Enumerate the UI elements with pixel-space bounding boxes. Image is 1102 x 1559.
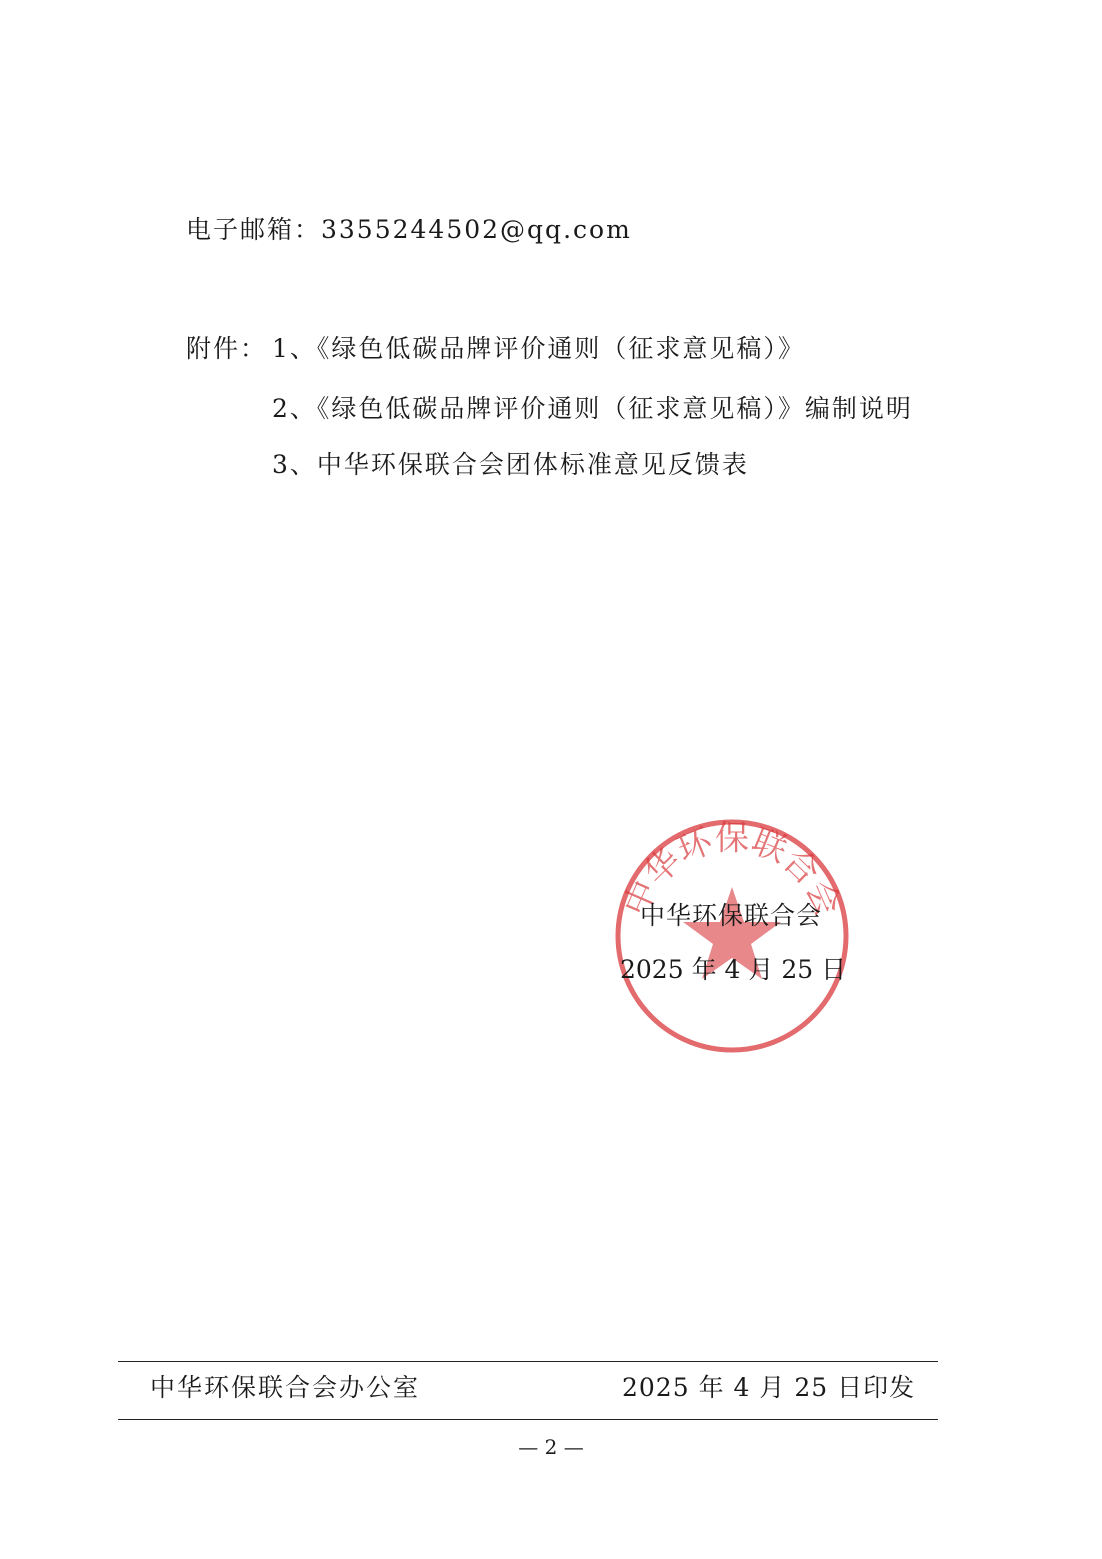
- attachments-label: 附件：: [186, 334, 268, 363]
- footer-bottom-rule: [118, 1419, 938, 1420]
- contact-email: 电子邮箱：3355244502@qq.com: [186, 215, 632, 244]
- signature-organization: 中华环保联合会: [640, 901, 823, 930]
- attachment-item-1: 1、《绿色低碳品牌评价通则（征求意见稿）》: [272, 334, 805, 363]
- page-number: — 2 —: [518, 1435, 584, 1459]
- attachment-item-3: 3、中华环保联合会团体标准意见反馈表: [272, 450, 749, 479]
- footer-issue-date: 2025 年 4 月 25 日印发: [622, 1373, 916, 1402]
- signature-date: 2025 年 4 月 25 日: [620, 955, 847, 984]
- official-seal: [613, 817, 851, 1055]
- seal-text-path: 中华环保联合会: [616, 818, 848, 922]
- attachment-item-2: 2、《绿色低碳品牌评价通则（征求意见稿）》编制说明: [272, 394, 913, 423]
- footer-top-rule: [118, 1361, 938, 1362]
- footer-office: 中华环保联合会办公室: [150, 1373, 421, 1402]
